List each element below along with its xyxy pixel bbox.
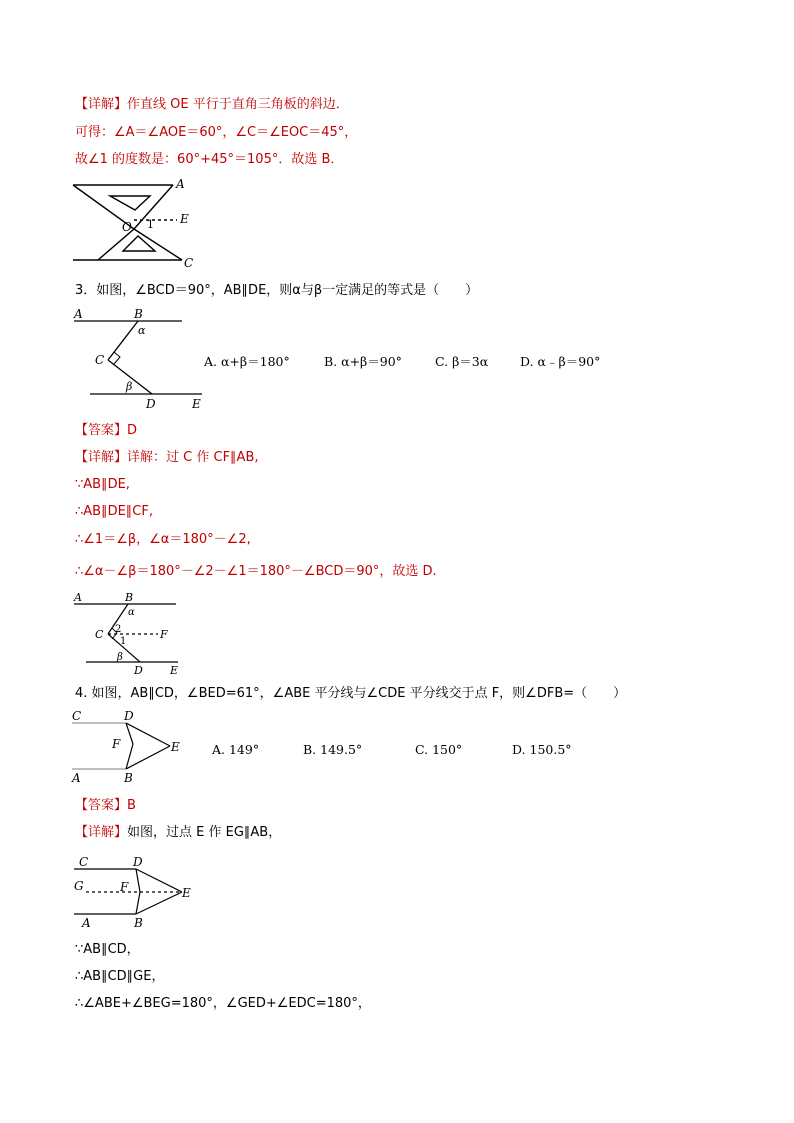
q4-fig1-label-c: C (72, 709, 82, 723)
q3-fig1-label-a: A (74, 307, 83, 321)
q4-detail-line1: 【详解】如图，过点 E 作 EG∥AB， (75, 825, 282, 840)
q4-fig2-label-g: G (74, 879, 84, 893)
q4-fig1-label-e: E (171, 740, 180, 754)
q3-fig2-label-d: D (134, 664, 143, 677)
q4-detail-line2: ∵AB∥CD， (75, 942, 140, 957)
q4-option-d: D. 150.5° (512, 742, 572, 757)
q2-label-1: 1 (147, 218, 154, 231)
q4-fig2-label-f: F (120, 880, 129, 894)
q4-fig2-label-d: D (133, 855, 143, 869)
q3-stem: 3．如图，∠BCD＝90°，AB∥DE，则α与β一定满足的等式是（ ） (75, 283, 479, 298)
q3-option-a: A. α+β＝180° (204, 354, 290, 369)
q2-label-e: E (180, 212, 189, 226)
q3-fig2-label-2: 2 (115, 624, 122, 635)
q3-fig1-label-beta: β (126, 380, 133, 393)
q3-fig2-label-b: B (125, 591, 134, 604)
q4-detail-line3: ∴AB∥CD∥GE， (75, 969, 165, 984)
q3-fig1-label-e: E (192, 397, 201, 411)
q2-lower-inner-triangle (123, 236, 155, 251)
q3-answer: 【答案】D (75, 423, 138, 438)
q2-lower-right (134, 229, 182, 260)
q3-option-b: B. α+β＝90° (324, 354, 402, 369)
q2-upper-inner-triangle (110, 196, 150, 210)
q3-fig1-label-b: B (134, 307, 143, 321)
q4-answer: 【答案】B (75, 798, 136, 813)
q2-detail-tag: 【详解】 (75, 97, 128, 112)
q4-figure (70, 708, 186, 784)
q3-fig2-label-1: 1 (120, 636, 127, 647)
q3-fig1-label-alpha: α (138, 324, 146, 337)
q4-fig1-label-f: F (112, 737, 121, 751)
q4-sol-segment-df (136, 869, 140, 892)
q3-fig2-label-c: C (95, 628, 104, 641)
q3-fig1-label-d: D (146, 397, 156, 411)
q4-segment-be (126, 746, 170, 769)
q4-option-a: A. 149° (212, 742, 260, 757)
q4-solution-figure (70, 850, 196, 932)
q4-fig2-label-e: E (182, 886, 191, 900)
q3-detail-line4: ∴∠1＝∠β，∠α＝180°－∠2, (75, 532, 251, 547)
q3-fig2-label-alpha: α (128, 607, 135, 618)
q3-detail-line5: ∴∠α－∠β＝180°－∠2－∠1＝180°－∠BCD＝90°，故选 D. (75, 564, 437, 579)
q3-fig2-label-f: F (160, 628, 168, 641)
q4-option-c: C. 150° (415, 742, 463, 757)
q4-fig1-label-a: A (72, 771, 81, 784)
q2-figure (70, 176, 200, 270)
q4-sol-segment-fb (136, 892, 140, 914)
q3-fig2-label-e: E (170, 664, 179, 677)
q2-label-a: A (176, 177, 185, 191)
q4-fig1-label-b: B (124, 771, 133, 784)
q4-fig2-label-b: B (134, 916, 143, 930)
q4-fig2-label-c: C (79, 855, 89, 869)
q3-detail-line3: ∴AB∥DE∥CF, (75, 504, 153, 519)
q2-label-c: C (184, 256, 194, 270)
q4-stem: 4. 如图，AB∥CD，∠BED=61°，∠ABE 平分线与∠CDE 平分线交于点 F，则∠DFB=（ ） (75, 686, 627, 701)
q3-right-angle-mark (114, 352, 120, 364)
q3-figure (70, 306, 206, 414)
q4-fig2-label-a: A (82, 916, 91, 930)
q3-detail-line2: ∵AB∥DE, (75, 477, 130, 492)
q2-label-o: O (122, 220, 132, 234)
q3-segment-bc (108, 321, 138, 360)
q3-fig2-label-a: A (74, 591, 82, 604)
q4-fig1-label-d: D (124, 709, 134, 723)
q4-sol-segment-de (136, 869, 182, 892)
q2-detail-line1: 【详解】作直线 OE 平行于直角三角板的斜边． (75, 97, 349, 112)
q3-detail-line1: 【详解】详解：过 C 作 CF∥AB, (75, 450, 259, 465)
q4-sol-segment-be (136, 892, 182, 914)
q3-solution-figure (70, 588, 182, 678)
q2-detail-line2: 可得：∠A＝∠AOE＝60°，∠C＝∠EOC＝45°， (75, 125, 358, 140)
q3-option-c: C. β＝3α (435, 354, 489, 369)
q2-detail-line3: 故∠1 的度数是：60°+45°＝105°．故选 B． (75, 152, 344, 167)
q4-option-b: B. 149.5° (303, 742, 363, 757)
q3-fig2-label-beta: β (117, 652, 123, 663)
q3-option-d: D. α﹣β＝90° (520, 354, 601, 369)
q4-detail-line4: ∴∠ABE+∠BEG=180°，∠GED+∠EDC=180°， (75, 996, 371, 1011)
q3-fig1-label-c: C (95, 353, 105, 367)
